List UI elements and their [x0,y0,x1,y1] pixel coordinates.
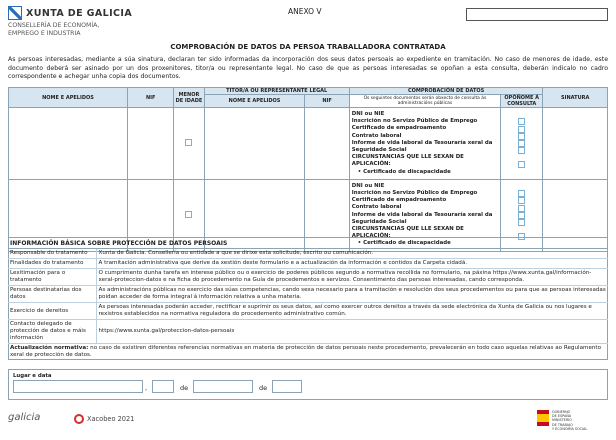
name-cell[interactable] [9,108,128,180]
oppose-checkbox[interactable] [518,126,525,133]
oppose-checkbox[interactable] [518,140,525,147]
oppose-checkbox[interactable] [518,147,525,154]
table-row: Lexitimación para o tratamento O cumprimento dunha tarefa en interese público ou o exercicio de poderes públicos segundo a normativa recollida no formulario, na páxina https://www.xunta.gal/información-xeral-proteccion-datos e na ficha do procedemento na Guía de procedementos e servizos. Consentimento das persoas interesadas, cando corresponda. [8,269,608,286]
procedure-code-box [466,8,608,21]
table-row [9,108,608,180]
col-minor-header: MENOR DE IDADE [174,88,204,108]
tutor-nif-cell[interactable] [305,108,349,180]
documents-list: DNI ou NIE Inscrición no Servizo Público de Emprego Certificado de empadroamento Contrato laboral Informe de vida laboral da Tesouraría xeral da Seguridade Social CIRCUNSTANCIAS QUE LLE SEXAN DE APLICACIÓN: • Certificado de discapacidade [349,179,500,251]
signature-cell[interactable] [543,108,608,180]
galicia-flag-icon [8,6,22,20]
data-protection-table [8,239,608,360]
oppose-checkbox[interactable] [518,133,525,140]
col-sign-header: SINATURA [543,88,608,108]
col-oppose-header: OPÓÑOME Á CONSULTA [501,95,543,108]
page-title: COMPROBACIÓN DE DATOS DA PERSOA TRABALLADORA CONTRATADA [170,43,446,51]
galicia-logo: galicia [8,412,41,423]
xacobeo-logo: Xacobeo 2021 [74,414,134,424]
place-input[interactable] [13,380,143,393]
col-tutor-header: TITOR/A OU REPRESENTANTE LEGAL [204,88,349,95]
data-check-table [8,87,608,252]
oppose-checkbox[interactable] [518,118,525,125]
col-check-header: COMPROBACIÓN DE DATOS [349,88,543,95]
nif-cell[interactable] [127,108,173,180]
col-tutor-name-header: NOME E APELIDOS [204,95,305,108]
oppose-checkbox[interactable] [518,161,525,168]
month-input[interactable] [193,380,253,393]
annex-label: ANEXO V [288,7,322,16]
minor-cell [174,108,204,180]
tutor-name-cell[interactable] [204,108,305,180]
brand-name: XUNTA DE GALICIA [26,7,133,19]
xunta-logo [8,6,148,37]
table-row: Contacto delegado de protección de datos e máis información https://www.xunta.gal/proteccion-datos-persoais [8,320,608,344]
organization: CONSELLERÍA DE ECONOMÍA, EMPREGO E INDUSTRIA [8,22,100,37]
table-row: Exercicio de dereitos As persoas interesadas poderán acceder, rectificar e suprimir os seus datos, así como exercer outros dereitos a través da sede electrónica da Xunta de Galicia ou nos lugares e rexistros establecidos na normativa reguladora do procedemento administrativo común. [8,303,608,320]
government-logo: GOBIERNO DE ESPAÑA MINISTERIO DE TRABAJO Y ECONOMÍA SOCIAL [537,410,609,428]
oppose-checkbox[interactable] [518,190,525,197]
table-row: Finalidades do tratamento A tramitación administrativa que derive da xestión deste formulario e a actualización da información e contidos da Carpeta cidadá. [8,259,608,269]
spain-shield-icon [537,410,549,426]
minor-checkbox[interactable] [185,139,192,146]
oppose-checkbox[interactable] [518,197,525,204]
place-date-label: Lugar e data [13,373,52,379]
oppose-checkbox[interactable] [518,212,525,219]
col-check-sub-header: Os seguintes documentos serán obxecto de consulta ás administracións públicas [349,95,500,108]
xacobeo-icon [74,414,84,424]
data-protection-heading: INFORMACIÓN BÁSICA SOBRE PROTECCIÓN DE DATOS PERSOAIS [8,239,608,249]
normative-row: Actualización normativa: no caso de existiren diferentes referencias normativas en materia de protección de datos persoais neste procedemento, prevalecerán en todo caso aquelas relativas ao Regulamento xeral de protección de datos. [10,345,602,358]
table-row: Persoas destinatarias dos datos As administracións públicas no exercicio das súas competencias, cando sexa necesario para a tramitación e resolución dos seus procedementos ou para que as persoas interesadas poidan acceder de forma integral á información relativa a unha materia. [8,286,608,303]
intro-text: As persoas interesadas, mediante a súa sinatura, declaran ter sido informadas da incorporación dos seus datos persoais ao expediente en tramitación. No caso de menores de idade, este documento deberá ser asinado por un dos proxenitores, titor/a ou representante legal. No caso de que as persoas interesadas se opoñan a esta consulta, deberán indicalo no cadro correspondente e achegar unha copia dos documentos. [8,56,608,81]
footer [0,406,616,440]
col-tutor-nif-header: NIF [305,95,349,108]
oppose-checkbox[interactable] [518,205,525,212]
day-input[interactable] [152,380,174,393]
minor-checkbox[interactable] [185,211,192,218]
oppose-checkbox[interactable] [518,219,525,226]
col-name-header: NOME E APELIDOS [9,88,128,108]
place-date-section: Lugar e data , de de [8,369,608,400]
oppose-checkboxes [501,108,543,180]
col-nif-header: NIF [127,88,173,108]
table-row: Responsable do tratamento Xunta de Galicia. Consellería ou entidade a que se dirixe esta solicitude, escrito ou comunicación. [8,249,608,259]
documents-list: DNI ou NIE Inscrición no Servizo Público de Emprego Certificado de empadroamento Contrato laboral Informe de vida laboral da Tesouraría xeral da Seguridade Social CIRCUNSTANCIAS QUE LLE SEXAN DE APLICACIÓN: • Certificado de discapacidade [349,108,500,180]
year-input[interactable] [272,380,302,393]
